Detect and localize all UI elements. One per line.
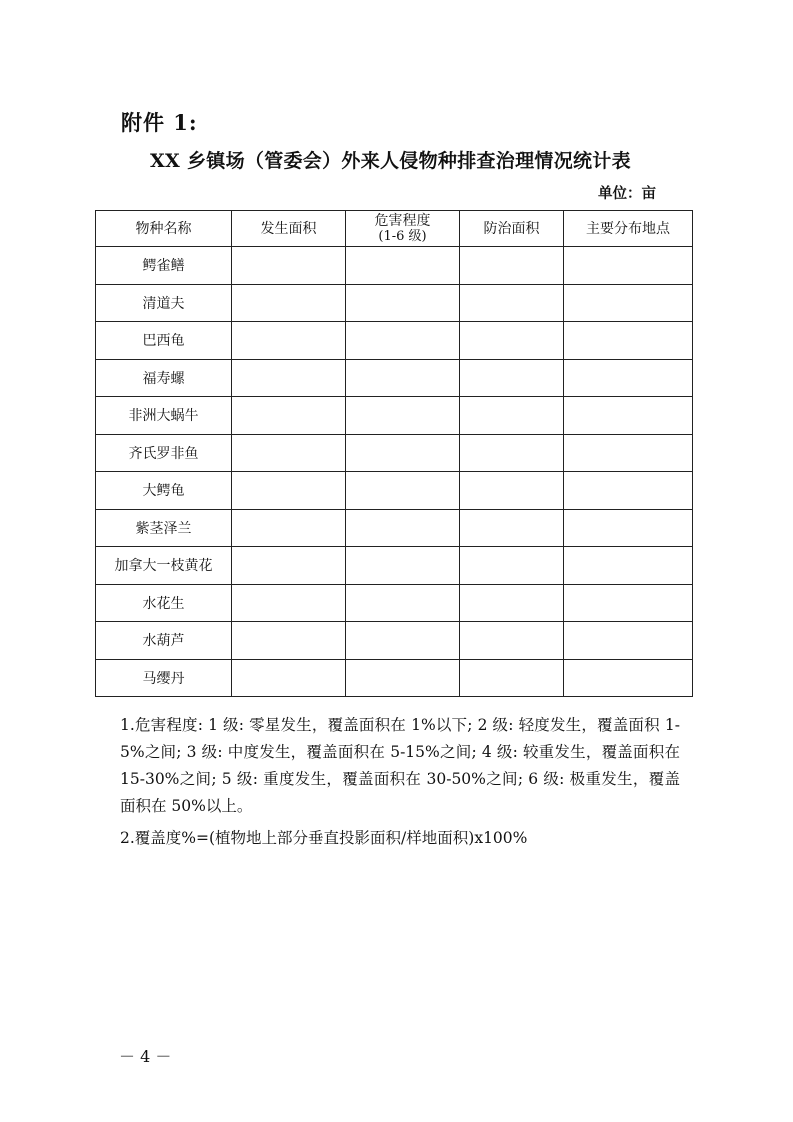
location-cell xyxy=(564,509,693,547)
species-name-cell: 水花生 xyxy=(96,584,232,622)
species-name-cell: 大鳄龟 xyxy=(96,472,232,510)
document-title: XX 乡镇场（管委会）外来人侵物种排查治理情况统计表 xyxy=(150,150,631,172)
table-row xyxy=(96,509,693,547)
control-area-cell xyxy=(460,247,564,285)
control-area-cell xyxy=(460,622,564,660)
harm-level-cell xyxy=(346,434,460,472)
species-name-cell: 清道夫 xyxy=(96,284,232,322)
harm-level-cell xyxy=(346,547,460,585)
species-name-cell: 齐氏罗非鱼 xyxy=(96,434,232,472)
harm-level-cell xyxy=(346,322,460,360)
control-area-cell xyxy=(460,509,564,547)
header-row xyxy=(96,211,693,247)
species-name-cell: 马缨丹 xyxy=(96,659,232,697)
location-cell xyxy=(564,584,693,622)
table-row xyxy=(96,284,693,322)
harm-level-cell xyxy=(346,359,460,397)
species-name-cell: 巴西龟 xyxy=(96,322,232,360)
header-control-area: 防治面积 xyxy=(460,211,564,247)
header-species-name: 物种名称 xyxy=(96,211,232,247)
harm-level-cell xyxy=(346,284,460,322)
species-name-cell: 福寿螺 xyxy=(96,359,232,397)
occurrence-area-cell xyxy=(232,247,346,285)
table-row xyxy=(96,359,693,397)
occurrence-area-cell xyxy=(232,322,346,360)
species-name-cell: 紫茎泽兰 xyxy=(96,509,232,547)
control-area-cell xyxy=(460,547,564,585)
table-row xyxy=(96,322,693,360)
control-area-cell xyxy=(460,322,564,360)
species-name-cell: 水葫芦 xyxy=(96,622,232,660)
control-area-cell xyxy=(460,359,564,397)
header-occurrence-area: 发生面积 xyxy=(232,211,346,247)
location-cell xyxy=(564,659,693,697)
species-name-cell: 非洲大蜗牛 xyxy=(96,397,232,435)
location-cell xyxy=(564,472,693,510)
harm-level-cell xyxy=(346,397,460,435)
control-area-cell xyxy=(460,472,564,510)
note-coverage: 2.覆盖度%=(植物地上部分垂直投影面积/样地面积)x100% xyxy=(120,829,528,847)
table-body xyxy=(96,247,693,697)
location-cell xyxy=(564,547,693,585)
harm-level-cell xyxy=(346,584,460,622)
harm-level-cell xyxy=(346,247,460,285)
occurrence-area-cell xyxy=(232,622,346,660)
unit-label: 单位：亩 xyxy=(598,185,656,202)
location-cell xyxy=(564,322,693,360)
table-row xyxy=(96,472,693,510)
occurrence-area-cell xyxy=(232,284,346,322)
table-row xyxy=(96,659,693,697)
species-name-cell: 鳄雀鳝 xyxy=(96,247,232,285)
notes xyxy=(120,712,680,852)
table-row xyxy=(96,622,693,660)
control-area-cell xyxy=(460,397,564,435)
location-cell xyxy=(564,247,693,285)
control-area-cell xyxy=(460,434,564,472)
harm-level-cell xyxy=(346,509,460,547)
occurrence-area-cell xyxy=(232,434,346,472)
occurrence-area-cell xyxy=(232,547,346,585)
table-row xyxy=(96,247,693,285)
header-harm-level-range: (1-6 级) xyxy=(378,228,427,244)
header-harm-level xyxy=(346,211,460,247)
location-cell xyxy=(564,622,693,660)
header-harm-level-label: 危害程度 xyxy=(374,212,431,229)
location-cell xyxy=(564,284,693,322)
species-name-cell: 加拿大一枝黄花 xyxy=(96,547,232,585)
occurrence-area-cell xyxy=(232,472,346,510)
harm-level-cell xyxy=(346,659,460,697)
control-area-cell xyxy=(460,284,564,322)
survey-table xyxy=(95,210,693,697)
header-main-location: 主要分布地点 xyxy=(564,211,693,247)
control-area-cell xyxy=(460,659,564,697)
control-area-cell xyxy=(460,584,564,622)
location-cell xyxy=(564,397,693,435)
harm-level-cell xyxy=(346,622,460,660)
harm-level-cell xyxy=(346,472,460,510)
table-row xyxy=(96,547,693,585)
table-row xyxy=(96,434,693,472)
occurrence-area-cell xyxy=(232,509,346,547)
location-cell xyxy=(564,434,693,472)
occurrence-area-cell xyxy=(232,659,346,697)
annex-label: 附件 1: xyxy=(121,110,198,135)
occurrence-area-cell xyxy=(232,584,346,622)
occurrence-area-cell xyxy=(232,359,346,397)
occurrence-area-cell xyxy=(232,397,346,435)
page-number: － 4 － xyxy=(119,1047,172,1066)
note-harm-level: 1.危害程度: 1 级: 零星发生，覆盖面积在 1%以下; 2 级: 轻度发生，覆盖面积 1-5%之间; 3 级: 中度发生，覆盖面积在 5-15%之间; 4 级: 较重发生，覆盖面积在 15-30%之间; 5 级: 重度发生，覆盖面积在 30-50%之间; 6 级: 极重发生，覆盖面积在 50%以上。 xyxy=(120,716,680,815)
table-row xyxy=(96,397,693,435)
table-row xyxy=(96,584,693,622)
location-cell xyxy=(564,359,693,397)
